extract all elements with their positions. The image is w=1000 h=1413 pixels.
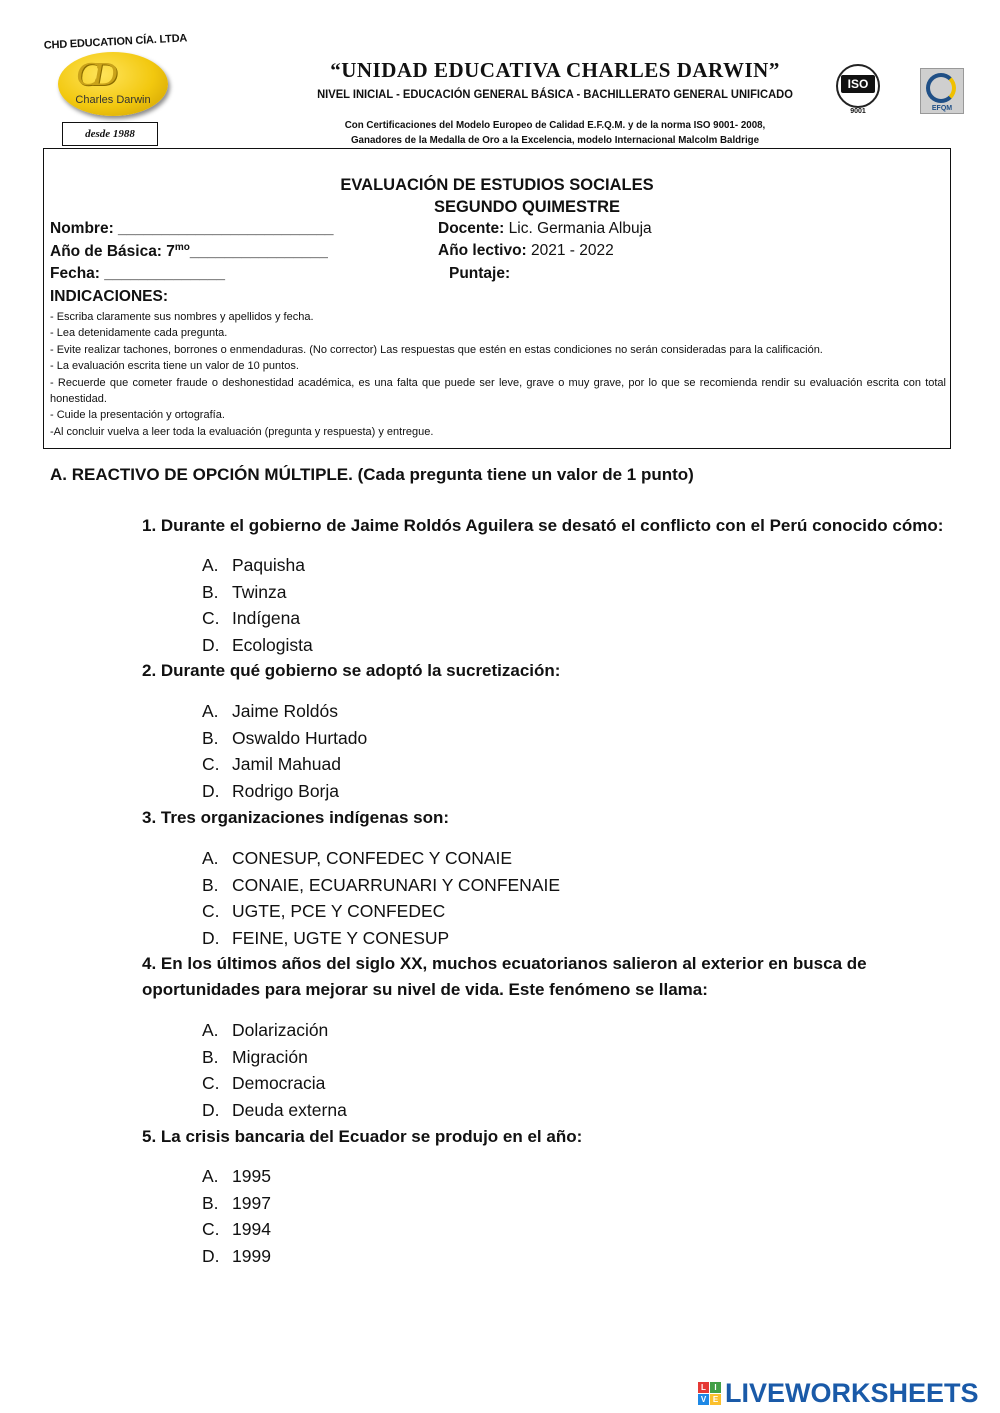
score-label: Puntaje: [449, 265, 511, 282]
option-d[interactable]: D. Ecologista [202, 635, 313, 656]
since-label: desde 1988 [62, 122, 158, 146]
option-b[interactable]: B. Migración [202, 1046, 308, 1067]
option-c[interactable]: C. Jamil Mahuad [202, 754, 341, 775]
option-a[interactable]: A. Dolarización [202, 1020, 329, 1040]
brand-logo-icon [698, 1382, 721, 1405]
grade-superscript: mo [174, 242, 190, 253]
brand-cell: E [710, 1394, 721, 1405]
option-c[interactable]: C. 1994 [202, 1219, 271, 1240]
evaluation-subtitle: SEGUNDO QUIMESTRE [433, 198, 621, 216]
option-a[interactable]: A. CONESUP, CONFEDEC Y CONAIE [202, 848, 513, 868]
question-5-text: 5. La crisis bancaria del Ecuador se produjo en el año: [142, 1127, 583, 1146]
efqm-logo-icon [920, 68, 964, 114]
option-b[interactable]: B. CONAIE, ECUARRUNARI Y CONFENAIE [202, 874, 561, 895]
name-label: Nombre: [50, 220, 114, 237]
indication-item: - La evaluación escrita tiene un valor de 10 puntos. [50, 360, 299, 373]
grade-blank[interactable]: ________________ [189, 243, 328, 261]
question-3-text: 3. Tres organizaciones indígenas son: [142, 808, 450, 827]
question-3-options [202, 845, 560, 952]
option-b[interactable]: B. Oswaldo Hurtado [202, 727, 368, 748]
indication-item: - Escriba claramente sus nombres y apellidos y fecha. [50, 311, 314, 323]
school-year-label: Año lectivo: [438, 242, 527, 259]
grade-field[interactable] [50, 242, 328, 261]
efqm-label: EFQM [931, 105, 953, 112]
indications-title: INDICACIONES: [50, 288, 168, 305]
name-blank[interactable]: _________________________ [118, 220, 334, 237]
indication-item: - Recuerde que cometer fraude o deshonestidad académica, es una falta que puede ser leve, grave o muy grave, por lo que se recomienda rendir su evaluación escrita con total honestidad. [50, 376, 946, 406]
option-a[interactable]: A. 1995 [202, 1166, 271, 1186]
certification-line-1: Con Certificaciones del Modelo Europeo de Calidad E.F.Q.M. y de la norma ISO 9001- 2008, [344, 119, 766, 131]
teacher-value: Lic. Germania Albuja [508, 220, 652, 237]
company-name: CHD EDUCATION CÍA. LTDA [43, 32, 188, 52]
school-levels: NIVEL INICIAL - EDUCACIÓN GENERAL BÁSICA - BACHILLERATO GENERAL UNIFICADO [317, 87, 793, 101]
school-year-value: 2021 - 2022 [531, 242, 614, 259]
question-5-options [202, 1163, 271, 1270]
option-a[interactable]: A. Jaime Roldós [202, 701, 339, 721]
option-c[interactable]: C. Indígena [202, 608, 301, 629]
indication-item: - Lea detenidamente cada pregunta. [50, 327, 228, 340]
iso-label: ISO [841, 75, 875, 93]
option-b[interactable]: B. Twinza [202, 581, 287, 602]
option-b[interactable]: B. 1997 [202, 1192, 271, 1213]
school-year-field [438, 242, 614, 260]
liveworksheets-brand[interactable] [698, 1378, 979, 1408]
score-field[interactable] [449, 265, 510, 283]
question-1-options [202, 552, 313, 659]
date-blank[interactable]: ______________ [104, 265, 225, 282]
question-4-text: 4. En los últimos años del siglo XX, muchos ecuatorianos salieron al exterior en busca de oportunidades para mejorar su nivel de vida. Este fenómeno se llama: [142, 954, 867, 999]
question-1-text: 1. Durante el gobierno de Jaime Roldós Aguilera se desató el conflicto con el Perú conocido cómo: [142, 516, 944, 535]
logo-monogram: CD [76, 56, 112, 93]
name-field[interactable] [50, 220, 334, 238]
brand-text: LIVEWORKSHEETS [725, 1377, 979, 1408]
date-label: Fecha: [50, 265, 100, 282]
indication-item: -Al concluir vuelva a leer toda la evaluación (pregunta y respuesta) y entregue. [50, 425, 434, 438]
brand-cell: L [698, 1382, 709, 1393]
option-d[interactable]: D. 1999 [202, 1246, 271, 1267]
section-title: A. REACTIVO DE OPCIÓN MÚLTIPLE. (Cada pregunta tiene un valor de 1 punto) [50, 465, 694, 484]
option-a[interactable]: A. Paquisha [202, 555, 305, 575]
teacher-label: Docente: [438, 220, 505, 237]
evaluation-title: EVALUACIÓN DE ESTUDIOS SOCIALES [340, 176, 654, 194]
question-4-options [202, 1017, 347, 1124]
brand-cell: V [698, 1394, 709, 1405]
indication-item: - Cuide la presentación y ortografía. [50, 409, 225, 422]
option-d[interactable]: D. Rodrigo Borja [202, 781, 339, 802]
date-field[interactable] [50, 265, 225, 283]
option-c[interactable]: C. Democracia [202, 1073, 326, 1094]
question-2-text: 2. Durante qué gobierno se adoptó la sucretización: [142, 661, 561, 680]
iso-number: 9001 [850, 108, 866, 115]
iso-logo-icon [836, 64, 880, 108]
brand-cell: I [710, 1382, 721, 1393]
option-d[interactable]: D. Deuda externa [202, 1100, 347, 1121]
option-d[interactable]: D. FEINE, UGTE Y CONESUP [202, 928, 450, 949]
indications-list [50, 309, 946, 440]
grade-label: Año de Básica: 7 [50, 243, 175, 261]
logo-name: Charles Darwin [75, 94, 151, 106]
school-logo [58, 52, 168, 116]
question-2-options [202, 698, 367, 805]
indication-item: - Evite realizar tachones, borrones o enmendaduras. (No corrector) Las respuestas que estén en estas condiciones no serán consideradas para la calificación. [50, 343, 823, 356]
efqm-ring-icon [926, 73, 956, 103]
teacher-field [438, 220, 652, 238]
school-title: “UNIDAD EDUCATIVA CHARLES DARWIN” [330, 58, 780, 82]
certification-line-2: Ganadores de la Medalla de Oro a la Excelencia, modelo Internacional Malcolm Baldrige [350, 134, 760, 146]
option-c[interactable]: C. UGTE, PCE Y CONFEDEC [202, 901, 446, 922]
